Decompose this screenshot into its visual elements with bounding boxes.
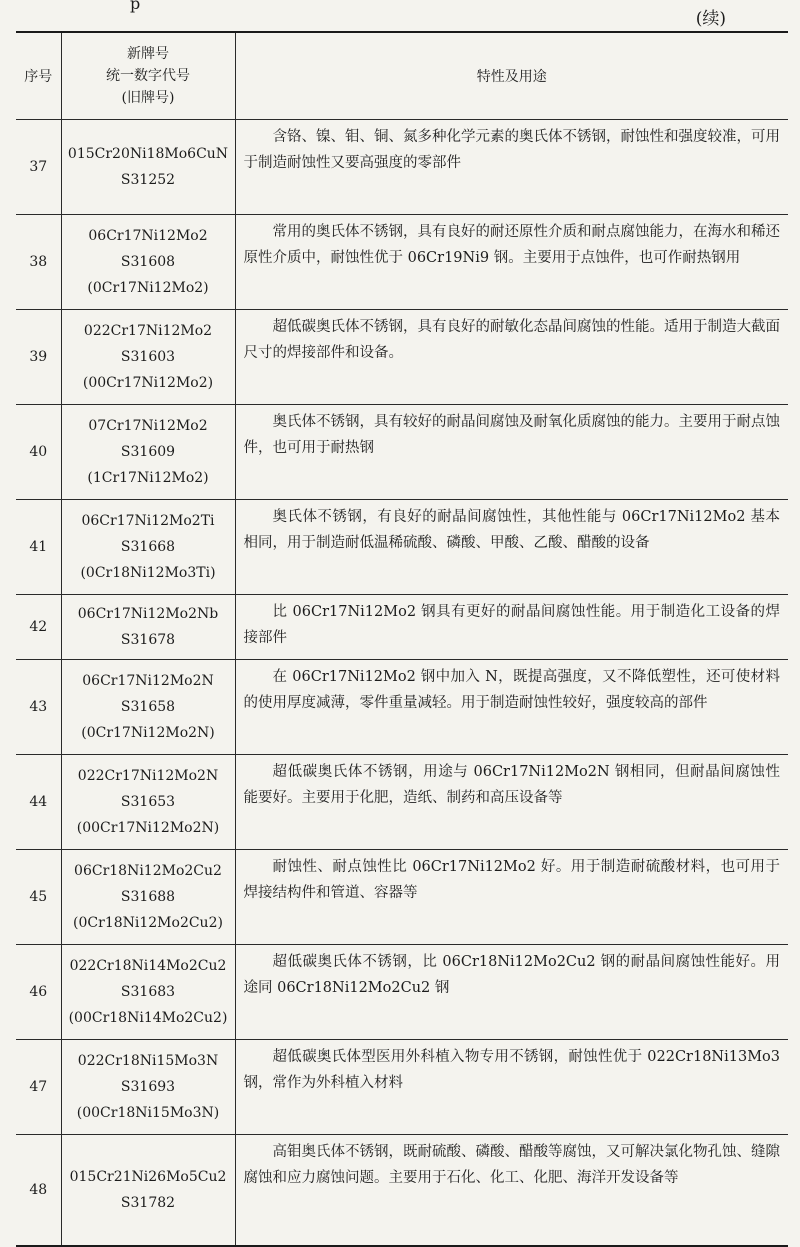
grade-new: 06Cr17Ni12Mo2Nb (77, 606, 219, 622)
row-grade (61, 850, 235, 945)
table-header-row (16, 32, 788, 120)
row-number: 42 (16, 595, 61, 660)
row-properties-uses: 奥氏体不锈钢，有良好的耐晶间腐蚀性，其他性能与 06Cr17Ni12Mo2 基本相同，用于制造耐低温稀硫酸、磷酸、甲酸、乙酸、醋酸的设备 (235, 500, 788, 595)
table-row (16, 595, 788, 660)
grade-new: 06Cr17Ni12Mo2Ti (81, 513, 215, 529)
grade-code: S31609 (120, 444, 176, 460)
grade-code: S31603 (120, 349, 176, 365)
table-row (16, 660, 788, 755)
row-number: 45 (16, 850, 61, 945)
grade-old: (00Cr18Ni15Mo3N) (76, 1105, 220, 1121)
grade-code: S31608 (120, 254, 176, 270)
row-properties-uses: 超低碳奥氏体不锈钢，用途与 06Cr17Ni12Mo2N 钢相同，但耐晶间腐蚀性能要好。主要用于化肥，造纸、制药和高压设备等 (235, 755, 788, 850)
row-number: 40 (16, 405, 61, 500)
row-grade (61, 660, 235, 755)
row-number: 43 (16, 660, 61, 755)
row-number: 37 (16, 120, 61, 215)
row-grade (61, 120, 235, 215)
grade-new: 022Cr18Ni14Mo2Cu2 (69, 958, 227, 974)
grade-code: S31668 (120, 539, 176, 555)
grade-old: (00Cr18Ni14Mo2Cu2) (68, 1010, 228, 1026)
grade-code: S31683 (120, 984, 176, 1000)
row-properties-uses: 耐蚀性、耐点蚀性比 06Cr17Ni12Mo2 好。用于制造耐硫酸材料，也可用于焊接结构件和管道、容器等 (235, 850, 788, 945)
row-properties-uses: 超低碳奥氏体不锈钢，具有良好的耐敏化态晶间腐蚀的性能。适用于制造大截面尺寸的焊接部件和设备。 (235, 310, 788, 405)
table-row (16, 945, 788, 1040)
grade-new: 022Cr17Ni12Mo2 (83, 323, 213, 339)
table-row (16, 755, 788, 850)
grade-code: S31658 (120, 699, 176, 715)
row-number: 48 (16, 1135, 61, 1247)
header-properties-uses: 特性及用途 (235, 32, 788, 120)
row-number: 44 (16, 755, 61, 850)
row-grade (61, 310, 235, 405)
grade-new: 022Cr18Ni15Mo3N (77, 1053, 219, 1069)
grade-new: 07Cr17Ni12Mo2 (88, 418, 208, 434)
grade-old: (0Cr18Ni12Mo2Cu2) (73, 915, 223, 931)
grade-new: 06Cr18Ni12Mo2Cu2 (74, 863, 222, 879)
row-number: 46 (16, 945, 61, 1040)
grade-new: 06Cr17Ni12Mo2N (82, 673, 214, 689)
table-row (16, 405, 788, 500)
header-grade-code: 统一数字代号 (106, 68, 190, 84)
row-grade (61, 755, 235, 850)
grade-code: S31693 (120, 1079, 176, 1095)
row-number: 39 (16, 310, 61, 405)
grade-code: S31653 (120, 794, 176, 810)
table-row (16, 310, 788, 405)
grade-code: S31688 (120, 889, 176, 905)
grade-old: (00Cr17Ni12Mo2N) (76, 820, 220, 836)
row-properties-uses: 比 06Cr17Ni12Mo2 钢具有更好的耐晶间腐蚀性能。用于制造化工设备的焊接部件 (235, 595, 788, 660)
row-grade (61, 500, 235, 595)
grade-old: (00Cr17Ni12Mo2) (82, 375, 214, 391)
header-grade-new: 新牌号 (127, 46, 169, 62)
row-grade (61, 595, 235, 660)
header-grade (61, 32, 235, 120)
row-number: 38 (16, 215, 61, 310)
row-grade (61, 1135, 235, 1247)
grade-old: (0Cr17Ni12Mo2N) (81, 725, 215, 741)
grade-code: S31252 (120, 172, 176, 188)
header-grade-old: (旧牌号) (121, 90, 175, 106)
row-properties-uses: 奥氏体不锈钢，具有较好的耐晶间腐蚀及耐氧化质腐蚀的能力。主要用于耐点蚀件，也可用于耐热钢 (235, 405, 788, 500)
grade-new: 015Cr20Ni18Mo6CuN (67, 146, 229, 162)
row-grade (61, 215, 235, 310)
grade-new: 015Cr21Ni26Mo5Cu2 (69, 1169, 227, 1185)
row-grade (61, 945, 235, 1040)
table-row (16, 850, 788, 945)
grade-old: (0Cr18Ni12Mo3Ti) (80, 565, 216, 581)
continued-label: (续) (695, 9, 726, 29)
grade-old: (0Cr17Ni12Mo2) (87, 280, 209, 296)
top-page-mark: p (130, 0, 141, 13)
row-properties-uses: 含铬、镍、钼、铜、氮多种化学元素的奥氏体不锈钢，耐蚀性和强度较准，可用于制造耐蚀性又要高强度的零部件 (235, 120, 788, 215)
grade-code: S31782 (120, 1195, 176, 1211)
grade-new: 06Cr17Ni12Mo2 (88, 228, 208, 244)
table-row (16, 215, 788, 310)
steel-grade-table (16, 31, 788, 1247)
row-properties-uses: 常用的奥氏体不锈钢，具有良好的耐还原性介质和耐点腐蚀能力，在海水和稀还原性介质中，耐蚀性优于 06Cr19Ni9 钢。主要用于点蚀件，也可作耐热钢用 (235, 215, 788, 310)
row-properties-uses: 超低碳奥氏体不锈钢，比 06Cr18Ni12Mo2Cu2 钢的耐晶间腐蚀性能好。用途同 06Cr18Ni12Mo2Cu2 钢 (235, 945, 788, 1040)
row-number: 47 (16, 1040, 61, 1135)
table-row (16, 120, 788, 215)
row-grade (61, 1040, 235, 1135)
row-properties-uses: 超低碳奥氏体型医用外科植入物专用不锈钢，耐蚀性优于 022Cr18Ni13Mo3 钢，常作为外科植入材料 (235, 1040, 788, 1135)
grade-old: (1Cr17Ni12Mo2) (87, 470, 209, 486)
header-serial-number: 序号 (16, 32, 61, 120)
table-row (16, 1135, 788, 1247)
row-grade (61, 405, 235, 500)
table-row (16, 1040, 788, 1135)
row-properties-uses: 高钼奥氏体不锈钢，既耐硫酸、磷酸、醋酸等腐蚀，又可解决氯化物孔蚀、缝隙腐蚀和应力腐蚀问题。主要用于石化、化工、化肥、海洋开发设备等 (235, 1135, 788, 1247)
grade-code: S31678 (120, 632, 176, 648)
grade-new: 022Cr17Ni12Mo2N (77, 768, 219, 784)
table-row (16, 500, 788, 595)
row-number: 41 (16, 500, 61, 595)
row-properties-uses: 在 06Cr17Ni12Mo2 钢中加入 N，既提高强度，又不降低塑性，还可使材料的使用厚度减薄，零件重量减轻。用于制造耐蚀性较好，强度较高的部件 (235, 660, 788, 755)
